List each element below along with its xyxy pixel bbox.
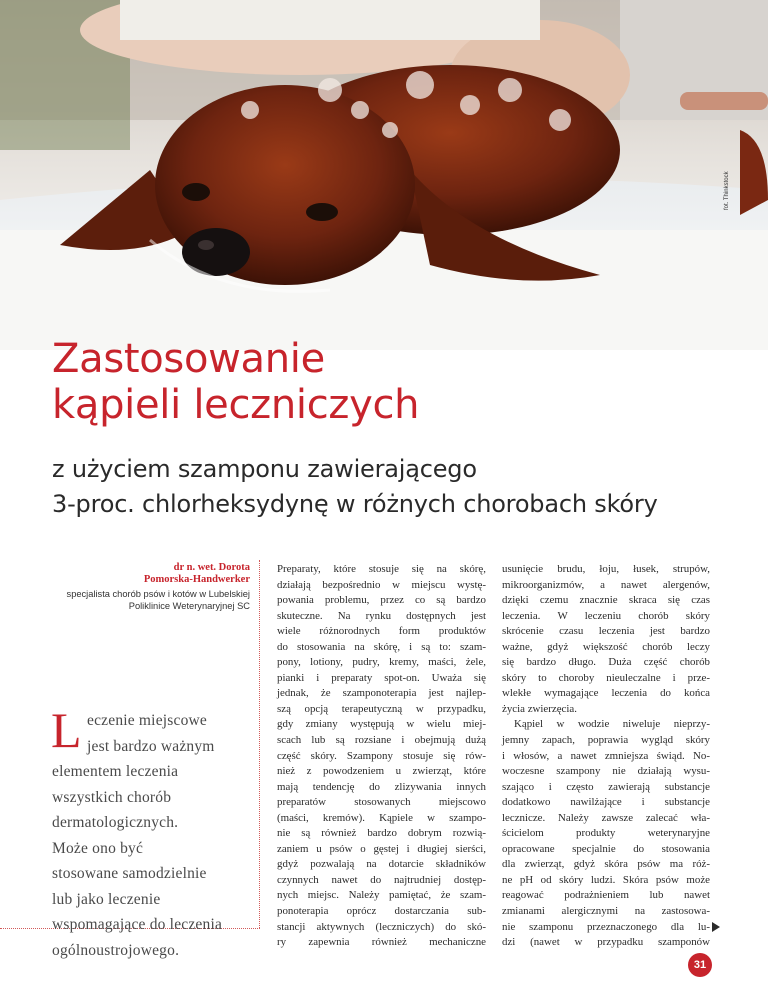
page-subtitle (52, 452, 658, 522)
body-text-line: nie szamponu przeznaczonego dla lu- (502, 920, 710, 933)
body-text-line: i włosów, a nawet zmniejsza świąd. No- (502, 749, 710, 762)
body-text-line: skrócenie czasu leczenia jest bardzo (502, 625, 710, 638)
body-text-line: się bardzo długo. Duża część chorób (502, 656, 710, 669)
title-line-1: Zastosowanie (52, 336, 325, 382)
body-text-line: Preparaty, które stosuje się na skórę, (277, 563, 486, 575)
body-text-line: nych miejsc. Należy pamiętać, że szam- (277, 889, 486, 902)
subtitle-line-2: 3-proc. chlorheksydynę w różnych chorobach skóry (52, 490, 658, 518)
continue-arrow-icon (712, 922, 720, 932)
vertical-divider (259, 560, 260, 928)
page-number: 31 (688, 953, 712, 977)
author-name-line-1: dr n. wet. Dorota (173, 562, 250, 573)
lead-line: dermatologicznych. (52, 814, 179, 831)
body-text-line: szą opcją terapeutyczną w przypadku, (277, 702, 486, 715)
lead-line: Może ono być (52, 839, 144, 857)
author-affiliation-line-2: Poliklinice Weterynaryjnej SC (128, 601, 250, 611)
dog-bath-photo (0, 0, 768, 350)
body-text-line: dzi (nawet w przypadku szamponów (502, 936, 710, 949)
subtitle-line-1: z użyciem szamponu zawierającego (52, 455, 477, 483)
author-affiliation (40, 588, 250, 612)
lead-line: wszystkich chorób (52, 788, 172, 806)
lead-line: elementem leczenia (52, 763, 179, 780)
body-text-line: scach lub są rozsiane i obejmują dużą (277, 734, 486, 747)
body-text-line: działają bezpośrednio w miejscu wystę- (277, 578, 486, 591)
body-text-line: woczesne szampony nie działają wysu- (502, 765, 710, 778)
lead-line: wspomagające do leczenia (52, 916, 223, 933)
body-text-line: jemny zapach, poprawia wygląd skóry (502, 734, 710, 747)
photo-credit: fot. Thinkstock (724, 171, 730, 210)
body-column-2 (502, 562, 710, 951)
body-text-line: jednak, że szamponoterapia jest najlep- (277, 687, 486, 700)
author-affiliation-line-1: specjalista chorób psów i kotów w Lubelskiej (66, 589, 250, 599)
body-text-line: zaniem u psów o gęstej i długiej sierści, (277, 842, 486, 855)
body-text-line: skuteczne. Na rynku dostępnych jest (277, 609, 486, 622)
body-text-line: (maści, kremów). Kąpiele w szampo- (277, 811, 486, 824)
body-text-line: dla zwierząt, gdyż skóra psów ma róż- (502, 858, 710, 871)
body-text-line: szająco i często zawierają substancje (502, 780, 710, 793)
body-text-line: część skóry. Szampony stosuje się rów- (277, 749, 486, 762)
lead-line: stosowane samodzielnie (52, 865, 207, 882)
body-text-line: usunięcie brudu, łoju, łusek, strupów, (502, 563, 710, 575)
body-text-line: ścicielom produkty weterynaryjne (502, 827, 710, 840)
body-text-line: czynnych nawet do najtrudniej dostęp- (277, 873, 486, 886)
body-column-1 (277, 562, 486, 951)
body-text-line: lecznicze. Należy zawsze zalecać wła- (502, 811, 710, 824)
body-text-line: opracowane specjalnie do stosowania (502, 842, 710, 855)
body-text-line: ważne, gdyż większość chorób leczy (502, 640, 710, 653)
body-text-line: życia zwierzęcia. (502, 702, 577, 715)
body-text-line: zmianami alergicznymi na zastosowa- (502, 905, 710, 918)
body-text-line: stancji aktywnych (leczniczych) do skó- (277, 920, 486, 933)
lead-line: jest bardzo ważnym (87, 737, 215, 755)
body-text-line: reagować podrażnieniem lub nawet (502, 889, 710, 902)
body-text-line: pony, lotiony, pudry, kremy, maści, żele, (277, 656, 486, 669)
body-text-line: ne pH od skóry ludzi. Skóra psów może (502, 873, 710, 886)
dog-illustration (0, 0, 768, 350)
author-block (40, 562, 250, 612)
body-text-line: mają tendencję do zlizywania innych (277, 780, 486, 793)
body-text-line: powania problemu, przez co są bardzo (277, 594, 486, 607)
body-text-line: ry zapewnia również mechaniczne (277, 936, 486, 949)
body-text-line: Kąpiel w wodzie niweluje nieprzy- (514, 718, 710, 731)
author-name-line-2: Pomorska-Handwerker (143, 574, 250, 585)
drop-cap: L (51, 702, 82, 758)
lead-line: eczenie miejscowe (87, 712, 208, 729)
body-text-line: nie są również bardzo dobrym rozwią- (277, 827, 486, 840)
body-text-line: do stosowania na skórę, i są to: szam- (277, 640, 486, 653)
body-text-line: wlekłe wymagające leczenia do końca (502, 687, 710, 700)
body-text-line: gdyż pozwalają na dotarcie składników (277, 858, 486, 871)
lead-paragraph (51, 702, 252, 963)
body-text-line: ponoterapia oprócz dostarczania sub- (277, 905, 486, 918)
body-text-line: gdy zmiany występują w wielu miej- (277, 718, 486, 731)
body-text-line: wiele różnorodnych form produktów (277, 625, 486, 638)
author-name (40, 562, 250, 586)
lead-line: ogólnoustrojowego. (52, 941, 180, 959)
body-text-line: pianki i preparaty spot-on. Uważa się (277, 671, 486, 684)
body-text-line: nież z powodzeniem u zwierząt, które (277, 765, 486, 778)
body-text-line: skóry to choroby nieuleczalne i prze- (502, 671, 710, 684)
body-text-line: mikroorganizmów, a nawet alergenów, (502, 578, 710, 591)
body-text-line: leczenia. W leczeniu chorób skóry (502, 609, 710, 622)
lead-line: lub jako leczenie (52, 890, 161, 908)
body-text-line: dodatkowo nawilżające i substancje (502, 796, 710, 809)
body-text-line: dzięki czemu znacznie skraca się czas (502, 594, 710, 607)
page-title (52, 336, 419, 428)
body-text-line: preparatów stosowanych miejscowo (277, 796, 486, 809)
title-line-2: kąpieli leczniczych (52, 382, 420, 428)
